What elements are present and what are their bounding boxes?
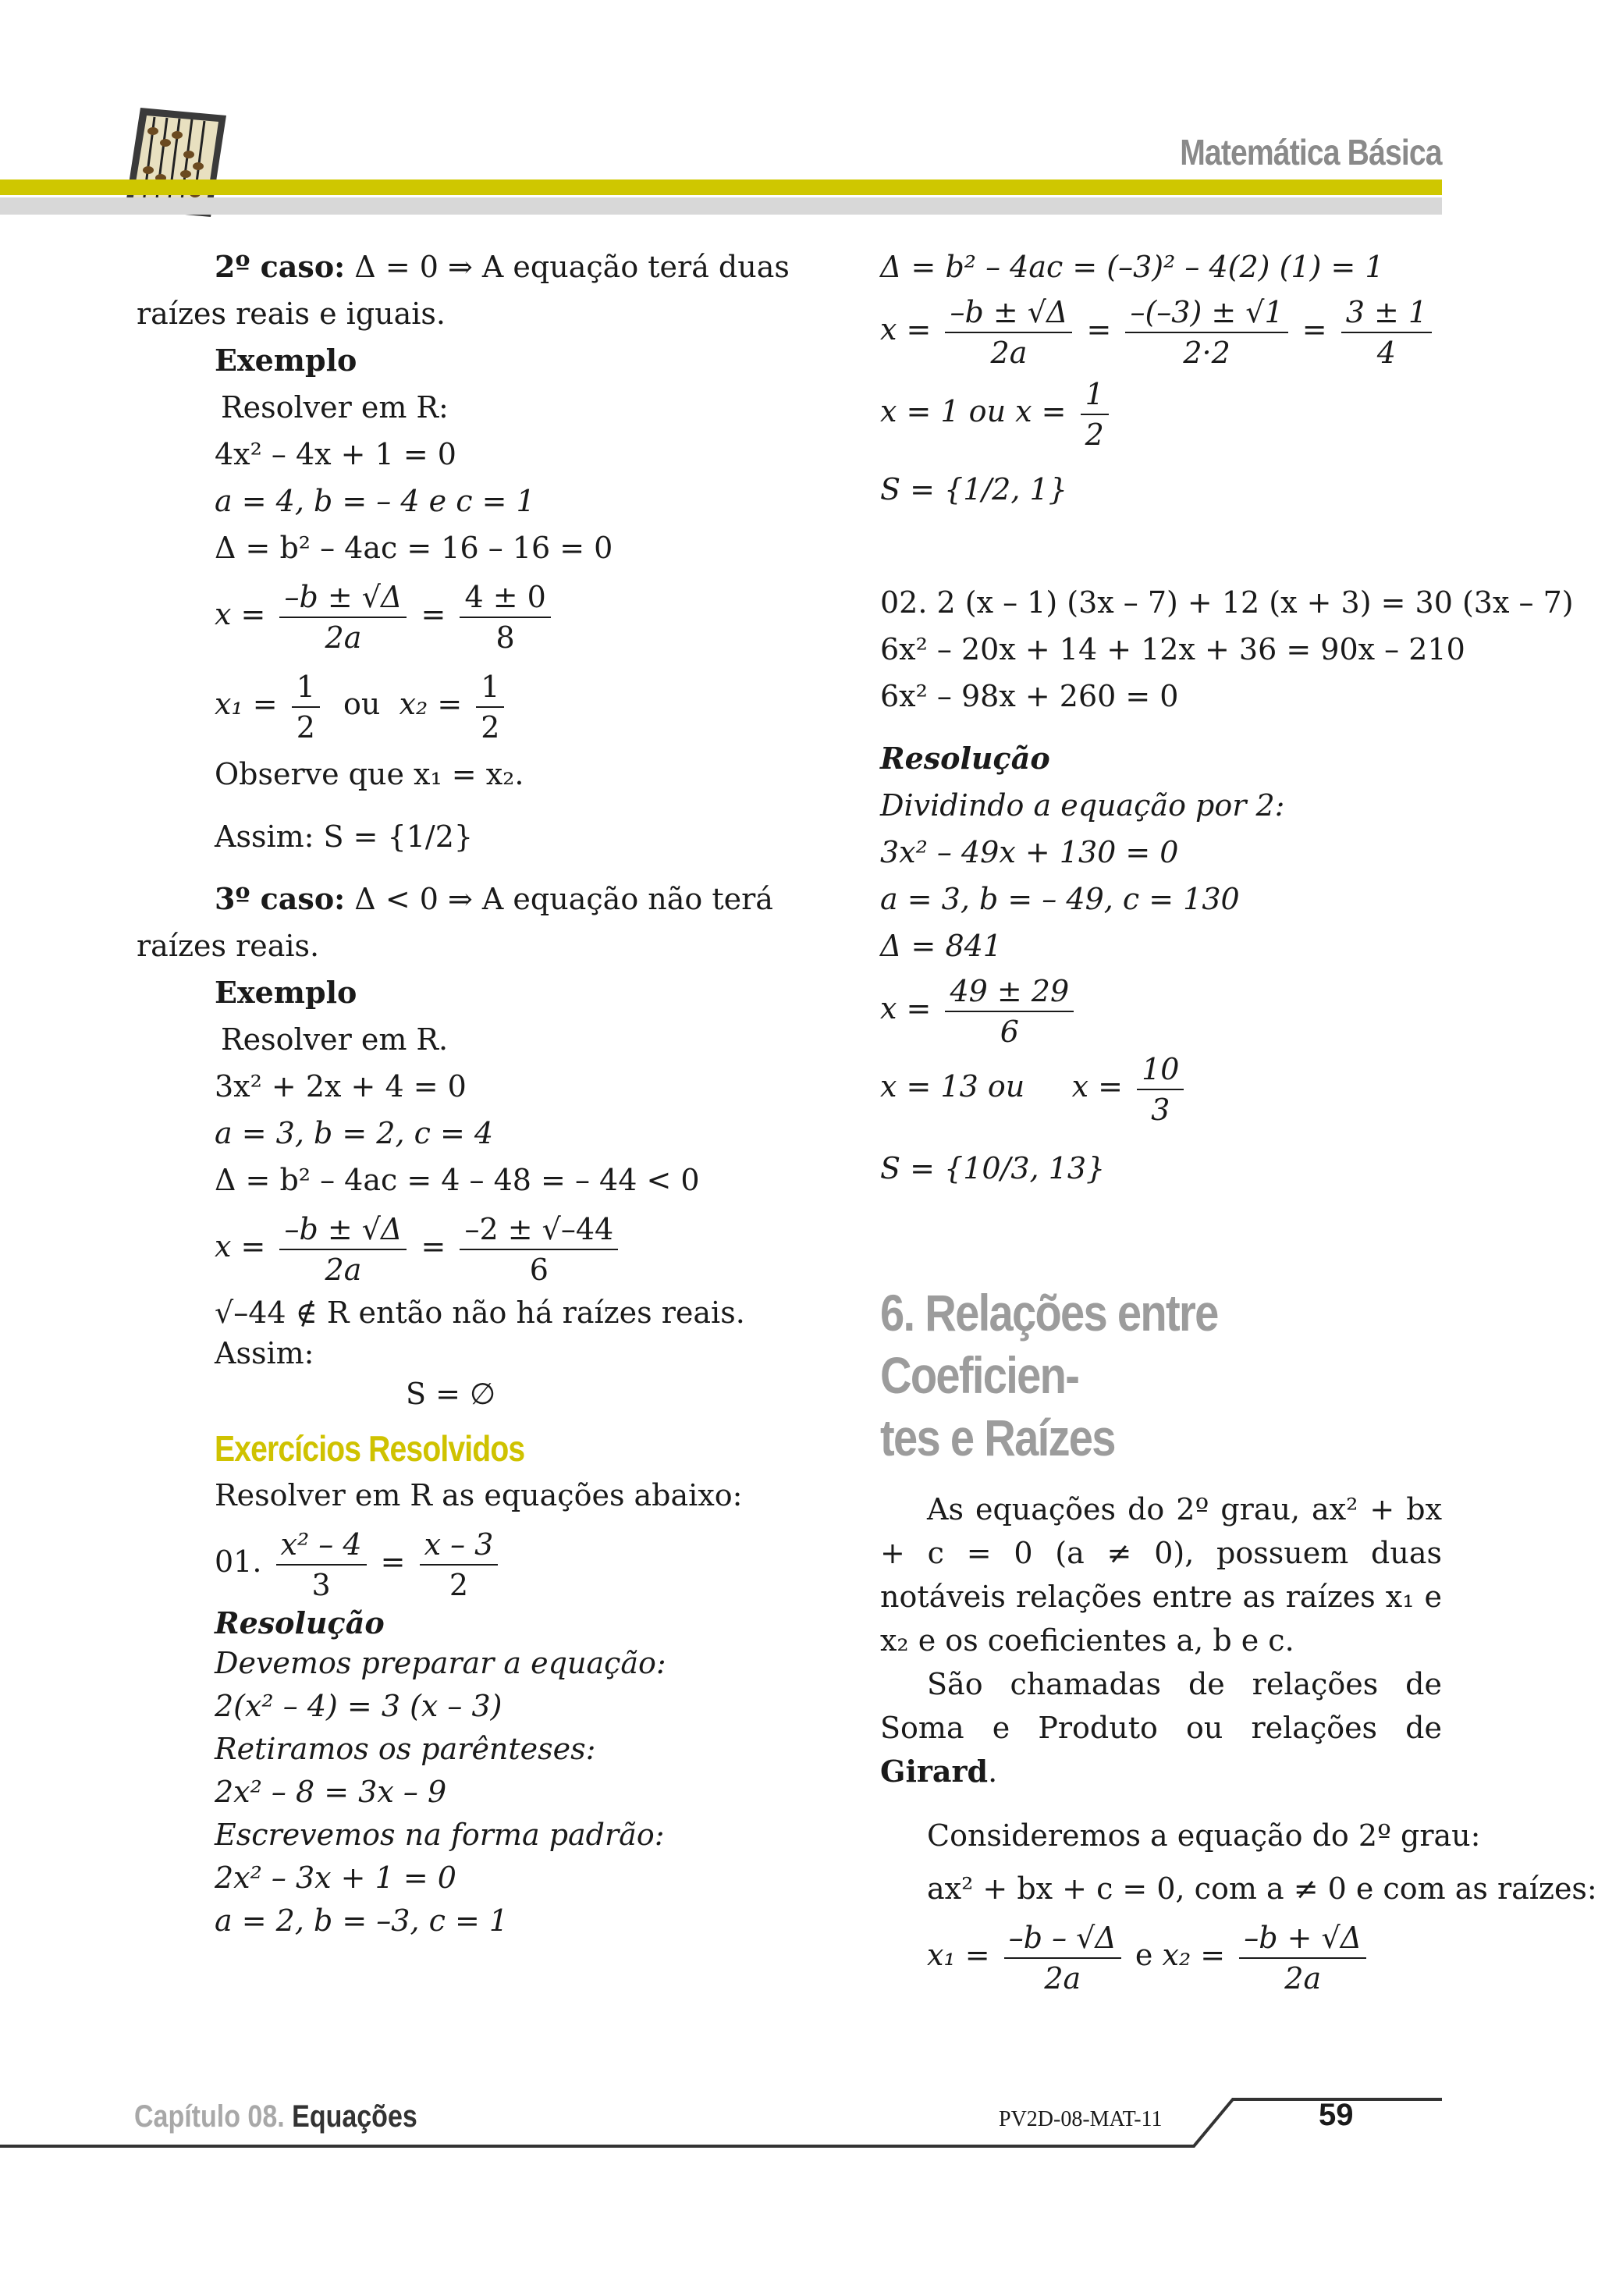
step-line: 3x² – 49x + 130 = 0 (880, 835, 1179, 869)
roots-line: x = 13 ou x = $\frac{10}{3}$ (880, 1047, 1442, 1125)
case3-text: Δ < 0 ⇒ A equação não terá (354, 882, 773, 916)
formula-equals: = (421, 1229, 446, 1264)
formula-lhs: x = (215, 1229, 266, 1264)
example-equation: 4x² – 4x + 1 = 0 (215, 437, 456, 471)
paragraph: As equações do 2º grau, ax² + bx + c = 0 (a ≠ 0), possuem duas notáveis relações entre as raízes x₁ e x₂ e os coeficientes a, b e c. (880, 1492, 1442, 1658)
empty-set: S = ∅ (406, 1377, 496, 1411)
girard-term: Girard (880, 1754, 989, 1789)
step-line: Escrevemos na forma padrão: (215, 1818, 665, 1852)
root-or: ou (343, 687, 381, 721)
q02-line: 6x² – 98x + 260 = 0 (880, 679, 1179, 713)
example-roots (215, 657, 769, 751)
resolution-title: Resolução (215, 1605, 385, 1640)
root-fraction: $\frac{1}{2}$ (292, 667, 320, 747)
formula-fraction: $\frac{4 \pm 0}{8}$ (460, 578, 550, 657)
example-delta: Δ = b² – 4ac = 4 – 48 = – 44 < 0 (215, 1163, 700, 1197)
footer-chapter: Capítulo 08. Equações (134, 2099, 417, 2134)
q02-line: 6x² – 20x + 14 + 12x + 36 = 90x – 210 (880, 632, 1465, 666)
example-formula (215, 571, 769, 657)
step-line: 2(x² – 4) = 3 (x – 3) (215, 1689, 502, 1723)
page-number: 59 (1319, 2098, 1354, 2132)
no-real-roots-note: √–44 ∉ R então não há raízes reais. (215, 1295, 745, 1330)
case2-text: Δ = 0 ⇒ A equação terá duas (354, 250, 790, 284)
header-bar-yellow (0, 179, 1442, 195)
question-01 (215, 1519, 769, 1605)
header-title: Matemática Básica (1180, 132, 1442, 172)
header-bar-gray (0, 197, 1442, 215)
exercises-title: Exercícios Resolvidos (215, 1428, 525, 1469)
paragraph: ax² + bx + c = 0, com a ≠ 0 e com as raízes: (927, 1871, 1597, 1906)
example-formula (215, 1203, 769, 1289)
delta-computation: Δ = b² – 4ac = (–3)² – 4(2) (1) = 1 (880, 250, 1384, 284)
root-x2: x₂ = (399, 687, 463, 721)
solution-set: S = {10/3, 13} (880, 1151, 1106, 1185)
case3-text-2: raízes reais. (137, 929, 320, 963)
example-title: Exemplo (215, 975, 357, 1010)
step-line: Dividindo a equação por 2: (880, 788, 1285, 823)
example-coefficients: a = 3, b = 2, c = 4 (215, 1116, 494, 1150)
example-coefficients: a = 4, b = – 4 e c = 1 (215, 484, 535, 518)
formula-lhs: x = (215, 597, 266, 631)
resolution-title: Resolução (880, 741, 1050, 776)
example-line: Resolver em R: (221, 390, 449, 425)
step-line: 2x² – 8 = 3x – 9 (215, 1775, 447, 1809)
roots-line: x = 1 ou x = $\frac{1}{2}$ (880, 368, 1442, 454)
root-x1: x₁ = (215, 687, 278, 721)
formula-fraction: $\frac{-b \pm √\Delta}{2a}$ (279, 578, 407, 657)
assim-line: Assim: (215, 1336, 314, 1370)
exercises-intro: Resolver em R as equações abaixo: (215, 1478, 743, 1512)
left-column (137, 243, 790, 1942)
question-02: 02. 2 (x – 1) (3x – 7) + 12 (x + 3) = 30 (3x – 7) (880, 585, 1574, 620)
footer-rule (0, 2068, 1451, 2154)
step-line: Retiramos os parênteses: (215, 1732, 596, 1766)
q01-equals: = (380, 1544, 406, 1579)
paragraph: Consideremos a equação do 2º grau: (927, 1818, 1481, 1853)
formula-fraction: $\frac{-b \pm √\Delta}{2a}$ (279, 1210, 407, 1289)
girard-roots-formula: x₁ = $\frac{-b - √\Delta}{2a}$ e x₂ = $\frac{-b + √\Delta}{2a}$ (927, 1912, 1442, 1998)
example-equation: 3x² + 2x + 4 = 0 (215, 1069, 467, 1104)
case3-label: 3º caso: (215, 881, 346, 916)
observe-line: Observe que x₁ = x₂. (215, 757, 524, 791)
formula-line: x = $\frac{49 \pm 29}{6}$ (880, 969, 1442, 1047)
case2-label: 2º caso: (215, 249, 346, 284)
case2-text-2: raízes reais e iguais. (137, 297, 446, 331)
step-line: a = 3, b = – 49, c = 130 (880, 882, 1240, 916)
section-title: 6. Relações entre Coeficien- tes e Raízes (880, 1284, 1218, 1466)
example-delta: Δ = b² – 4ac = 16 – 16 = 0 (215, 531, 613, 565)
q01-fraction: $\frac{x - 3}{2}$ (420, 1525, 499, 1605)
formula-line: x = $\frac{-b \pm √\Delta}{2a}$ = $\frac{-(-3) \pm √1}{2\cdot 2}$ = $\frac{3 \pm 1}{4}$ (880, 290, 1442, 368)
question-number: 01. (215, 1544, 262, 1579)
step-line: Δ = 841 (880, 929, 1002, 963)
step-line: Devemos preparar a equação: (215, 1646, 666, 1680)
footer-code: PV2D-08-MAT-11 (999, 2107, 1163, 2131)
formula-equals: = (421, 597, 446, 631)
right-column (880, 243, 1597, 1998)
step-line: 2x² – 3x + 1 = 0 (215, 1861, 456, 1895)
formula-fraction: $\frac{-2 \pm √-44}{6}$ (460, 1210, 618, 1289)
example-title: Exemplo (215, 343, 357, 378)
paragraph: São chamadas de relações de Soma e Produto ou relações de Girard. (880, 1667, 1442, 1789)
step-line: a = 2, b = –3, c = 1 (215, 1903, 509, 1938)
example-line: Resolver em R. (221, 1022, 449, 1057)
assim-line: Assim: S = {1/2} (215, 819, 474, 854)
solution-set: S = {1/2, 1} (880, 472, 1067, 506)
q01-fraction: $\frac{\text{x² – 4}}{3}$ (276, 1525, 367, 1605)
resolution-steps (215, 1642, 769, 1942)
root-fraction: $\frac{1}{2}$ (476, 667, 504, 747)
